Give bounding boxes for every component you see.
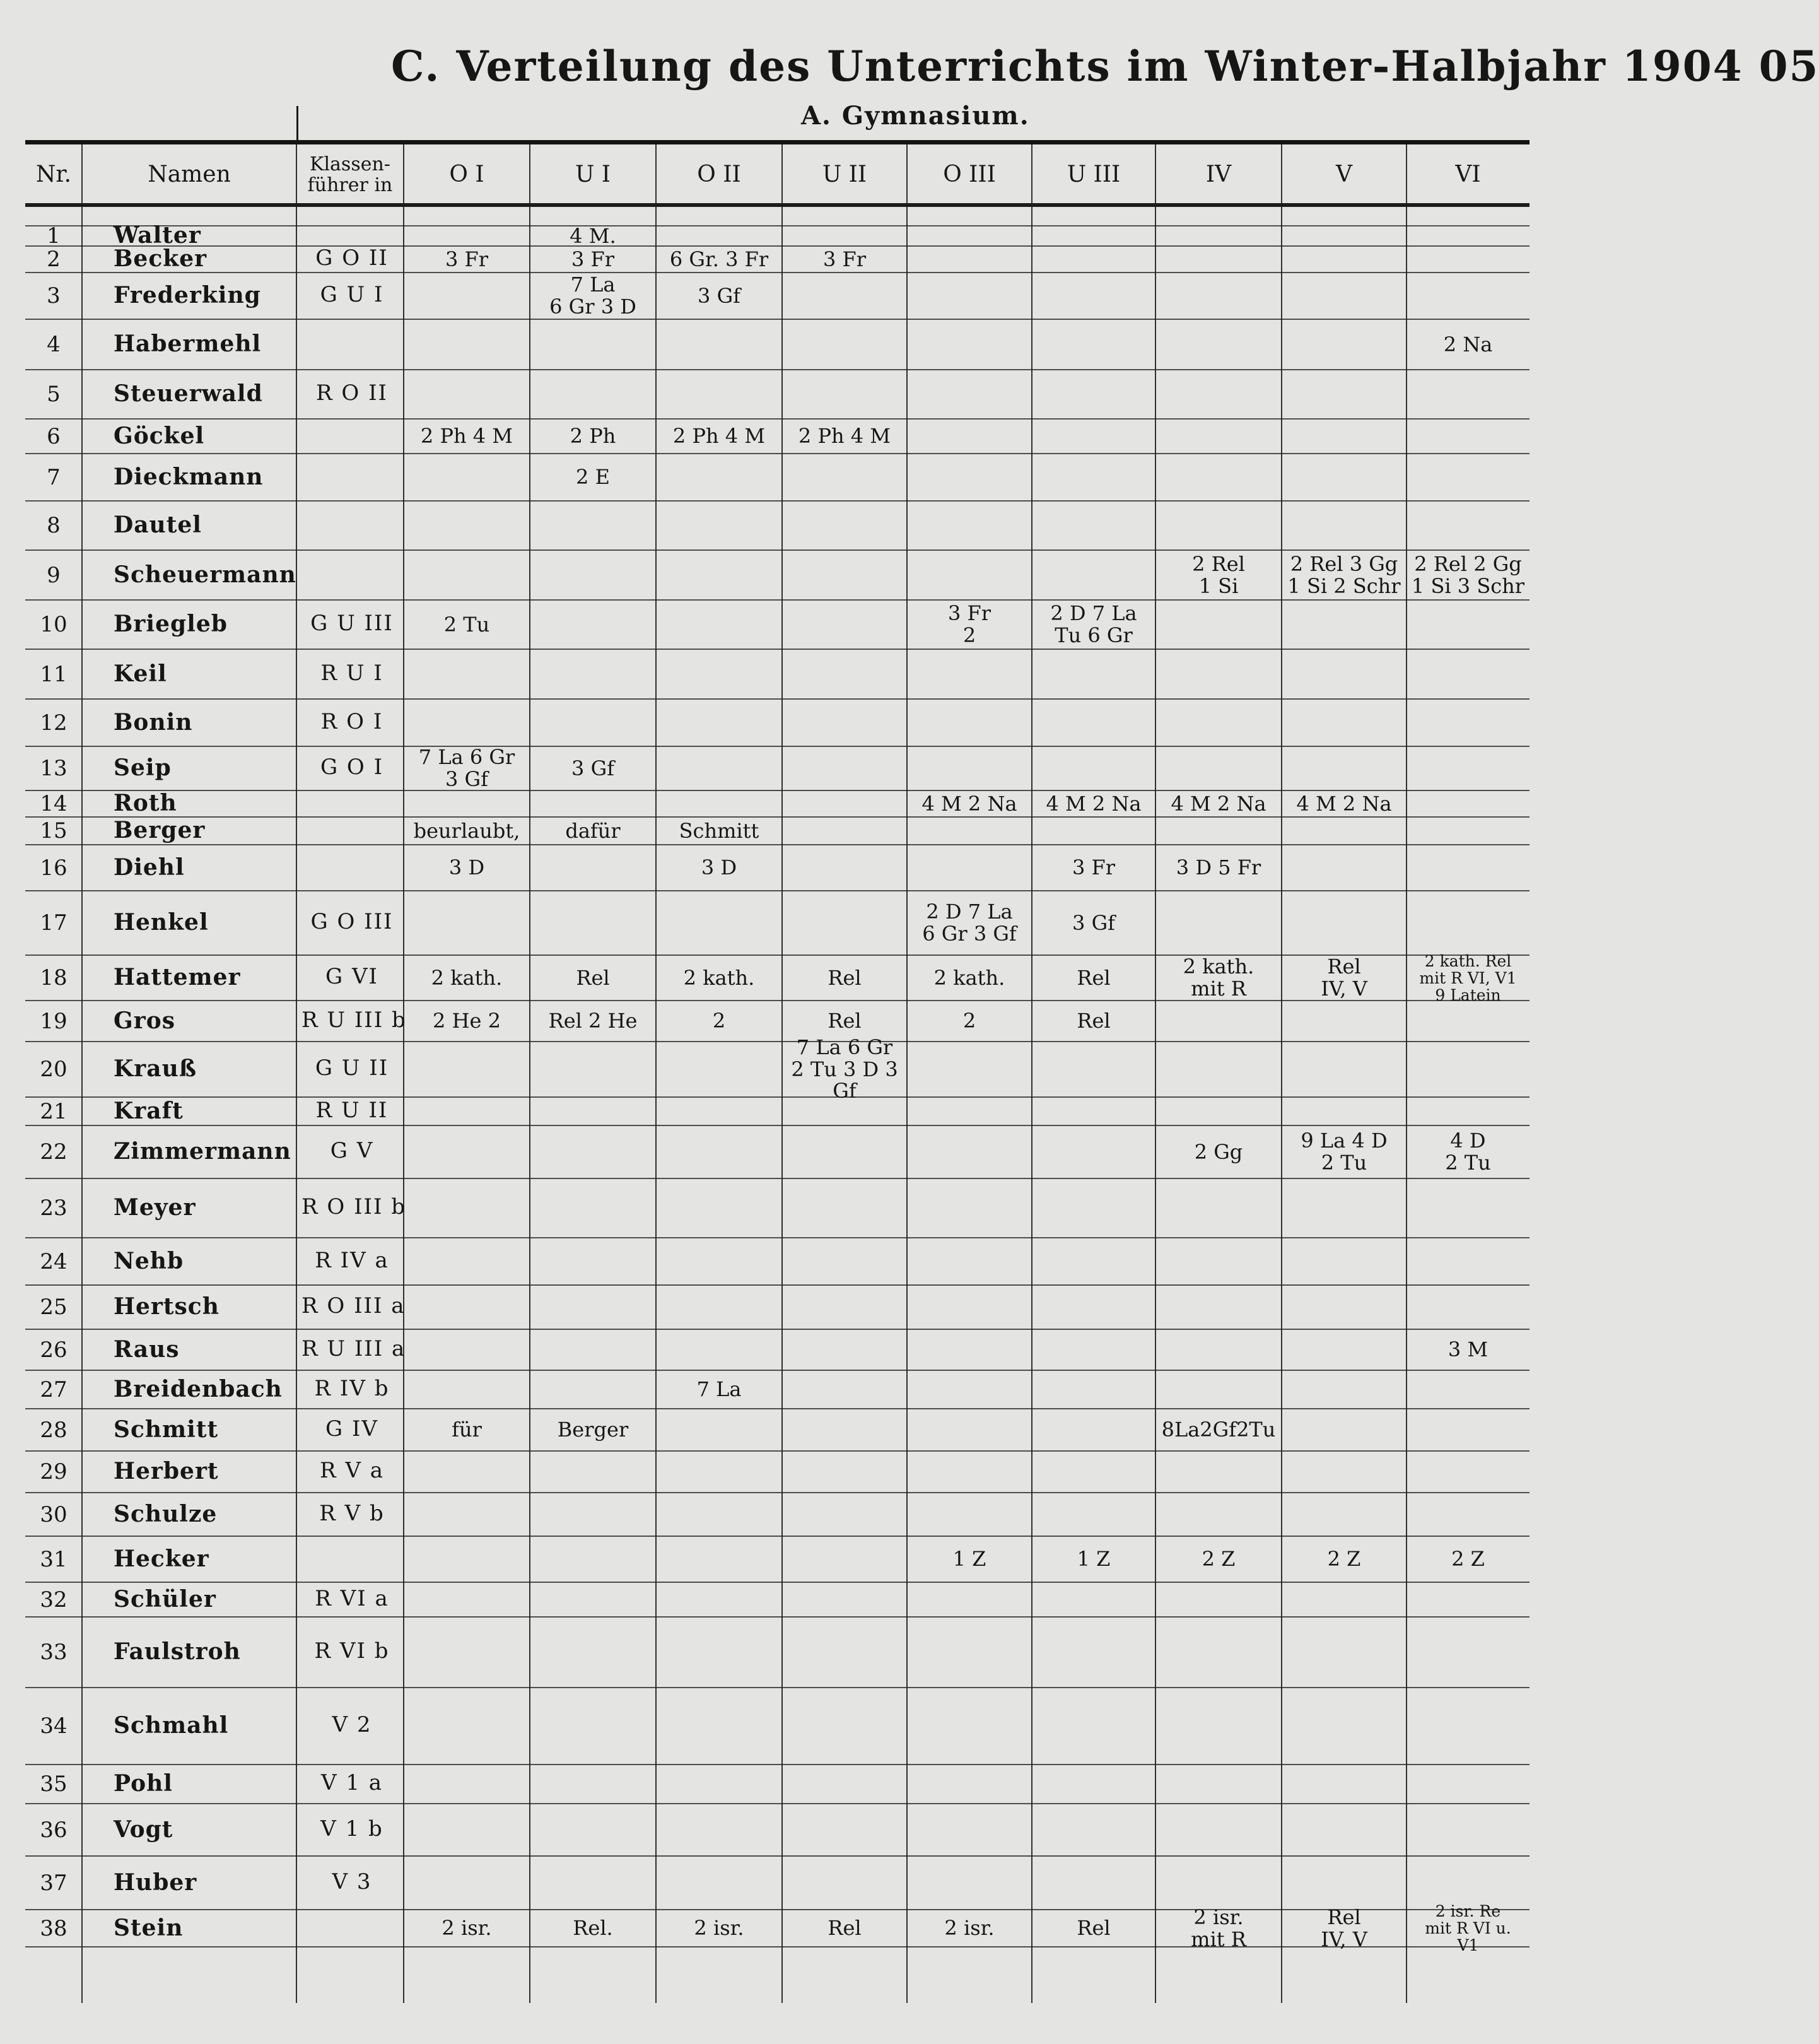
lesson-cell-uiii: 2 D 7 La Tu 6 Gr	[1050, 601, 1137, 647]
row-number: 17	[40, 910, 67, 936]
teacher-name: Kraft	[114, 1097, 184, 1124]
row-number: 9	[47, 562, 61, 588]
lesson-cell-ui: 2 E	[576, 465, 610, 490]
lesson-cell-oii: 7 La	[696, 1377, 742, 1402]
class-teacher-of: R VI a	[315, 1585, 389, 1611]
teacher-name: Keil	[114, 660, 167, 687]
row-number: 6	[47, 423, 61, 449]
class-teacher-of: V 2	[332, 1712, 372, 1737]
lesson-cell-iv: 2 Z	[1202, 1547, 1236, 1571]
teacher-name: Breidenbach	[114, 1375, 283, 1402]
teacher-name: Herbert	[114, 1458, 219, 1484]
teacher-name: Dautel	[114, 512, 202, 538]
lesson-cell-ui: dafür	[565, 818, 621, 843]
row-number: 30	[40, 1501, 67, 1527]
teacher-name: Frederking	[114, 282, 261, 308]
lesson-cell-ui: 7 La 6 Gr 3 D	[549, 273, 636, 319]
lesson-cell-uii: Rel	[828, 965, 862, 990]
teacher-name: Krauß	[114, 1055, 197, 1082]
lesson-cell-uiii: Rel	[1077, 1009, 1111, 1033]
lesson-cell-oii: 3 Gf	[698, 283, 740, 308]
class-teacher-of: G U II	[315, 1055, 389, 1081]
teacher-name: Schulze	[114, 1500, 218, 1527]
lesson-cell-oiii: 2 D 7 La 6 Gr 3 Gf	[922, 900, 1017, 946]
class-teacher-of: G VI	[325, 964, 378, 989]
lesson-cell-oii: 2 isr.	[694, 1916, 744, 1941]
row-number: 34	[40, 1713, 67, 1739]
teacher-name: Becker	[114, 245, 208, 272]
lesson-cell-oii: 2	[712, 1009, 726, 1033]
lesson-cell-ui: Rel.	[573, 1916, 613, 1941]
lesson-cell-vi: 3 M	[1448, 1337, 1489, 1362]
lesson-cell-uiii: Rel	[1077, 965, 1111, 990]
lesson-cell-ui: Rel	[576, 965, 610, 990]
header-class-oi: O I	[449, 162, 484, 188]
row-number: 38	[40, 1915, 67, 1941]
class-teacher-of: V 1 b	[320, 1816, 383, 1841]
lesson-cell-oi: 2 Tu	[443, 612, 490, 637]
row-number: 14	[40, 791, 67, 816]
row-number: 27	[40, 1377, 67, 1402]
lesson-cell-v: Rel IV, V	[1321, 954, 1367, 1001]
row-number: 28	[40, 1417, 67, 1443]
class-teacher-of: R U I	[320, 660, 383, 686]
lesson-cell-ui: Berger	[557, 1418, 629, 1442]
row-number: 35	[40, 1771, 67, 1797]
lesson-cell-ui: 3 Gf	[571, 756, 614, 780]
header-class-uii: U II	[822, 162, 867, 188]
row-number: 11	[40, 661, 67, 687]
lesson-cell-v: 2 Rel 3 Gg 1 Si 2 Schr	[1287, 551, 1401, 598]
class-teacher-of: R O II	[316, 380, 388, 406]
teacher-name: Zimmermann	[114, 1138, 291, 1165]
lesson-cell-uiii: 1 Z	[1077, 1547, 1111, 1571]
class-teacher-of: G IV	[325, 1416, 378, 1442]
class-teacher-of: R V b	[319, 1500, 385, 1526]
row-number: 1	[47, 223, 61, 249]
lesson-cell-iv: 2 kath. mit R	[1183, 954, 1255, 1001]
row-number: 37	[40, 1870, 67, 1896]
lesson-cell-v: Rel IV, V	[1321, 1905, 1367, 1951]
lesson-cell-vi: 2 kath. Rel mit R VI, V1 9 Latein	[1419, 951, 1517, 1004]
row-number: 26	[40, 1337, 67, 1363]
lesson-cell-iv: 3 D 5 Fr	[1176, 855, 1261, 880]
lesson-cell-oi: 2 kath.	[431, 965, 503, 990]
teacher-name: Vogt	[114, 1816, 173, 1843]
teacher-name: Gros	[114, 1007, 175, 1034]
teacher-name: Bonin	[114, 708, 193, 736]
lesson-cell-oi: 2 isr.	[442, 1916, 492, 1941]
class-teacher-of: R U III a	[301, 1336, 406, 1361]
lesson-cell-oii: 3 D	[701, 855, 737, 880]
lesson-cell-uiii: 4 M 2 Na	[1046, 791, 1142, 816]
teacher-name: Göckel	[114, 422, 205, 449]
lesson-cell-uiii: Rel	[1077, 1916, 1111, 1941]
teacher-name: Stein	[114, 1914, 184, 1941]
lesson-cell-oiii: 4 M 2 Na	[921, 791, 1017, 816]
header-class-ui: U I	[575, 162, 611, 188]
teacher-name: Steuerwald	[114, 380, 263, 407]
lesson-cell-ui: Rel 2 He	[548, 1009, 638, 1033]
teacher-name: Diehl	[114, 854, 185, 881]
row-number: 25	[40, 1295, 67, 1320]
lesson-cell-uii: 7 La 6 Gr 2 Tu 3 D 3 Gf	[791, 1035, 898, 1103]
class-teacher-of: R IV a	[315, 1247, 389, 1273]
lesson-cell-ui: 3 Fr	[571, 247, 615, 271]
teacher-name: Hecker	[114, 1545, 209, 1572]
lesson-cell-iv: 2 Gg	[1194, 1139, 1243, 1164]
teacher-name: Walter	[114, 222, 201, 249]
lesson-cell-v: 4 M 2 Na	[1296, 791, 1392, 816]
class-teacher-of: R V a	[319, 1458, 385, 1483]
class-teacher-of: R IV b	[314, 1375, 390, 1401]
lesson-cell-uii: 2 Ph 4 M	[798, 424, 891, 449]
row-number: 13	[40, 756, 67, 781]
lesson-cell-oi: 3 D	[448, 855, 485, 880]
row-number: 16	[40, 855, 67, 881]
class-teacher-of: V 3	[332, 1869, 372, 1894]
row-number: 20	[40, 1057, 67, 1082]
lesson-cell-uiii: 3 Gf	[1072, 910, 1115, 935]
teacher-name: Roth	[114, 790, 177, 816]
teacher-name: Briegleb	[114, 611, 228, 637]
lesson-cell-oiii: 2 kath.	[933, 965, 1005, 990]
header-nr: Nr.	[35, 162, 72, 188]
teacher-name: Huber	[114, 1869, 197, 1896]
teacher-name: Dieckmann	[114, 463, 264, 490]
row-number: 33	[40, 1640, 67, 1665]
row-number: 32	[40, 1587, 67, 1612]
lesson-cell-v: 9 La 4 D 2 Tu	[1301, 1129, 1388, 1175]
lesson-cell-oii: 2 Ph 4 M	[672, 424, 766, 449]
lesson-cell-uii: 3 Fr	[822, 247, 867, 271]
lesson-cell-uiii: 3 Fr	[1072, 855, 1116, 880]
lesson-cell-oiii: 2	[962, 1009, 976, 1033]
lesson-cell-oii: Schmitt	[679, 818, 759, 843]
header-klassenfuehrer: Klassen- führer in	[307, 153, 393, 196]
class-teacher-of: G V	[330, 1138, 374, 1163]
row-number: 3	[47, 283, 61, 308]
row-number: 5	[47, 382, 61, 407]
header-class-iv: IV	[1205, 162, 1232, 188]
teacher-name: Hattemer	[114, 964, 241, 990]
lesson-cell-iv: 2 isr. mit R	[1191, 1905, 1246, 1951]
row-number: 24	[40, 1248, 67, 1274]
header-class-uiii: U III	[1067, 162, 1121, 188]
class-teacher-of: V 1 a	[320, 1770, 383, 1795]
lesson-cell-vi: 2 Na	[1443, 332, 1493, 356]
teacher-name: Nehb	[114, 1247, 184, 1274]
lesson-cell-oii: 2 kath.	[683, 965, 755, 990]
lesson-cell-vi: 4 D 2 Tu	[1445, 1129, 1491, 1175]
row-number: 21	[40, 1098, 67, 1124]
class-teacher-of: G U I	[320, 282, 384, 307]
lesson-cell-vi: 2 isr. Re mit R VI u. V1	[1425, 1902, 1511, 1954]
class-teacher-of: R O III b	[301, 1194, 406, 1219]
row-number: 36	[40, 1817, 67, 1843]
row-number: 8	[47, 513, 61, 538]
header-namen: Namen	[148, 162, 231, 188]
row-number: 29	[40, 1459, 67, 1484]
row-number: 19	[40, 1008, 67, 1034]
lesson-cell-oi: 3 Fr	[445, 247, 489, 271]
row-number: 4	[47, 332, 61, 357]
teacher-name: Faulstroh	[114, 1638, 241, 1665]
row-number: 22	[40, 1139, 67, 1165]
teacher-name: Schüler	[114, 1585, 216, 1612]
class-teacher-of: R O I	[320, 708, 383, 734]
lesson-cell-iv: 4 M 2 Na	[1171, 791, 1266, 816]
header-class-oii: O II	[697, 162, 741, 188]
lesson-cell-oiii: 2 isr.	[944, 1916, 995, 1941]
teacher-name: Scheuermann	[114, 561, 296, 588]
teacher-name: Hertsch	[114, 1293, 219, 1320]
row-number: 31	[40, 1546, 67, 1572]
header-class-vi: VI	[1455, 162, 1481, 188]
lesson-cell-oi: für	[452, 1418, 482, 1442]
row-number: 18	[40, 965, 67, 990]
lesson-cell-vi: 2 Rel 2 Gg 1 Si 3 Schr	[1411, 551, 1525, 598]
lesson-cell-oiii: 1 Z	[952, 1547, 986, 1571]
teacher-name: Seip	[114, 755, 172, 781]
class-teacher-of: G U III	[310, 611, 394, 636]
lesson-cell-oi: 2 He 2	[433, 1009, 501, 1033]
lesson-cell-uii: Rel	[828, 1916, 862, 1941]
page-subtitle: A. Gymnasium.	[801, 101, 1030, 131]
teacher-name: Raus	[114, 1336, 180, 1363]
class-teacher-of: G O II	[315, 245, 389, 271]
teacher-name: Henkel	[114, 909, 209, 936]
lesson-cell-oi: beurlaubt,	[413, 818, 520, 843]
class-teacher-of: G O I	[320, 755, 384, 780]
row-number: 12	[40, 710, 67, 736]
class-teacher-of: R O III a	[301, 1293, 406, 1319]
header-class-oiii: O III	[943, 162, 996, 188]
page-title: C. Verteilung des Unterrichts im Winter-Halbjahr 1904 05	[391, 42, 1819, 91]
lesson-cell-iv: 8La2Gf2Tu	[1161, 1418, 1276, 1442]
teacher-name: Schmahl	[114, 1712, 229, 1739]
lesson-cell-oii: 6 Gr. 3 Fr	[669, 247, 769, 271]
lesson-cell-v: 2 Z	[1327, 1547, 1361, 1571]
teacher-name: Meyer	[114, 1194, 196, 1221]
row-number: 7	[47, 464, 61, 490]
row-number: 23	[40, 1195, 67, 1221]
lesson-cell-ui: 2 Ph	[570, 424, 616, 449]
teacher-name: Habermehl	[114, 331, 262, 357]
lesson-cell-oi: 2 Ph 4 M	[420, 424, 513, 449]
teacher-name: Berger	[114, 817, 206, 843]
class-teacher-of: G O III	[310, 909, 394, 934]
lesson-cell-uii: Rel	[828, 1009, 862, 1033]
lesson-cell-vi: 2 Z	[1451, 1547, 1485, 1571]
row-number: 2	[47, 247, 61, 272]
class-teacher-of: R VI b	[314, 1638, 390, 1664]
class-teacher-of: R U III b	[301, 1007, 407, 1033]
class-teacher-of: R U II	[315, 1097, 389, 1123]
teacher-name: Schmitt	[114, 1416, 219, 1443]
row-number: 15	[40, 818, 67, 843]
lesson-cell-iv: 2 Rel 1 Si	[1192, 551, 1245, 598]
lesson-cell-oiii: 3 Fr 2	[947, 601, 991, 647]
header-class-v: V	[1336, 162, 1352, 188]
teacher-name: Pohl	[114, 1770, 173, 1797]
lesson-cell-ui: 4 M.	[570, 223, 616, 248]
lesson-cell-oi: 7 La 6 Gr 3 Gf	[418, 745, 515, 791]
row-number: 10	[40, 612, 67, 637]
